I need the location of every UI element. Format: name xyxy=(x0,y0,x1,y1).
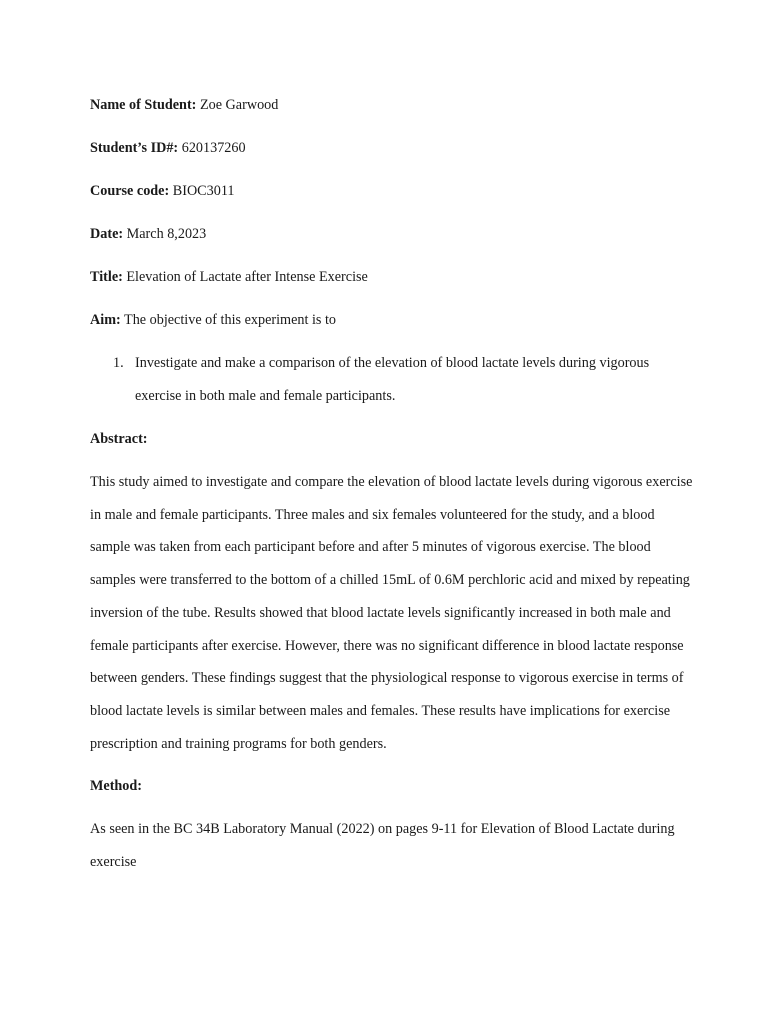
abstract-line: samples were transferred to the bottom of a chilled 15mL of 0.6M perchloric acid and mixed by repeating xyxy=(90,572,690,589)
abstract-line: between genders. These findings suggest that the physiological response to vigorous exercise in terms of xyxy=(90,670,684,687)
abstract-line: blood lactate levels is similar between males and females. These results have implications for exercise xyxy=(90,702,671,719)
abstract-line: female participants after exercise. However, there was no significant difference in blood lactate response xyxy=(90,637,684,654)
date-line xyxy=(90,218,690,251)
aim-label: Aim: xyxy=(90,312,121,328)
course-code-label: Course code: xyxy=(90,183,170,199)
aim-list-text-line: exercise in both male and female participants. xyxy=(135,388,396,404)
aim-list xyxy=(90,347,690,413)
student-id-line xyxy=(90,132,690,165)
date-label: Date: xyxy=(90,226,124,242)
aim-line xyxy=(90,304,690,337)
method-line: As seen in the BC 34B Laboratory Manual (2022) on pages 9-11 for Elevation of Blood Lactate during xyxy=(90,821,675,838)
student-id-value: 620137260 xyxy=(181,140,246,156)
aim-list-number: 1. xyxy=(113,355,124,371)
abstract-line: inversion of the tube. Results showed that blood lactate levels significantly increased in both male and xyxy=(90,604,671,621)
method-heading: Method: xyxy=(90,778,143,795)
student-id-label: Student’s ID#: xyxy=(90,140,179,156)
course-code-line xyxy=(90,175,690,208)
title-value: Elevation of Lactate after Intense Exercise xyxy=(126,269,368,285)
title-line xyxy=(90,261,690,294)
abstract-line: prescription and training programs for both genders. xyxy=(90,735,387,752)
document-page xyxy=(90,89,693,879)
date-value: March 8,2023 xyxy=(126,226,207,242)
course-code-value: BIOC3011 xyxy=(172,183,235,199)
title-label: Title: xyxy=(90,269,123,285)
student-name-label: Name of Student: xyxy=(90,97,197,113)
aim-list-text-line: Investigate and make a comparison of the elevation of blood lactate levels during vigorous xyxy=(135,355,650,371)
student-name-value: Zoe Garwood xyxy=(199,97,279,113)
student-name-line xyxy=(90,89,690,122)
abstract-line: sample was taken from each participant before and after 5 minutes of vigorous exercise. The blood xyxy=(90,539,651,556)
method-line: exercise xyxy=(90,854,137,871)
abstract-line: in male and female participants. Three males and six females volunteered for the study, and a blood xyxy=(90,506,655,523)
method-paragraph xyxy=(90,813,690,878)
abstract-paragraph xyxy=(90,466,693,760)
aim-intro: The objective of this experiment is to xyxy=(124,312,336,328)
abstract-line: This study aimed to investigate and compare the elevation of blood lactate levels during vigorous exercise xyxy=(90,474,693,490)
aim-list-item xyxy=(90,347,690,413)
abstract-heading: Abstract: xyxy=(90,431,148,447)
